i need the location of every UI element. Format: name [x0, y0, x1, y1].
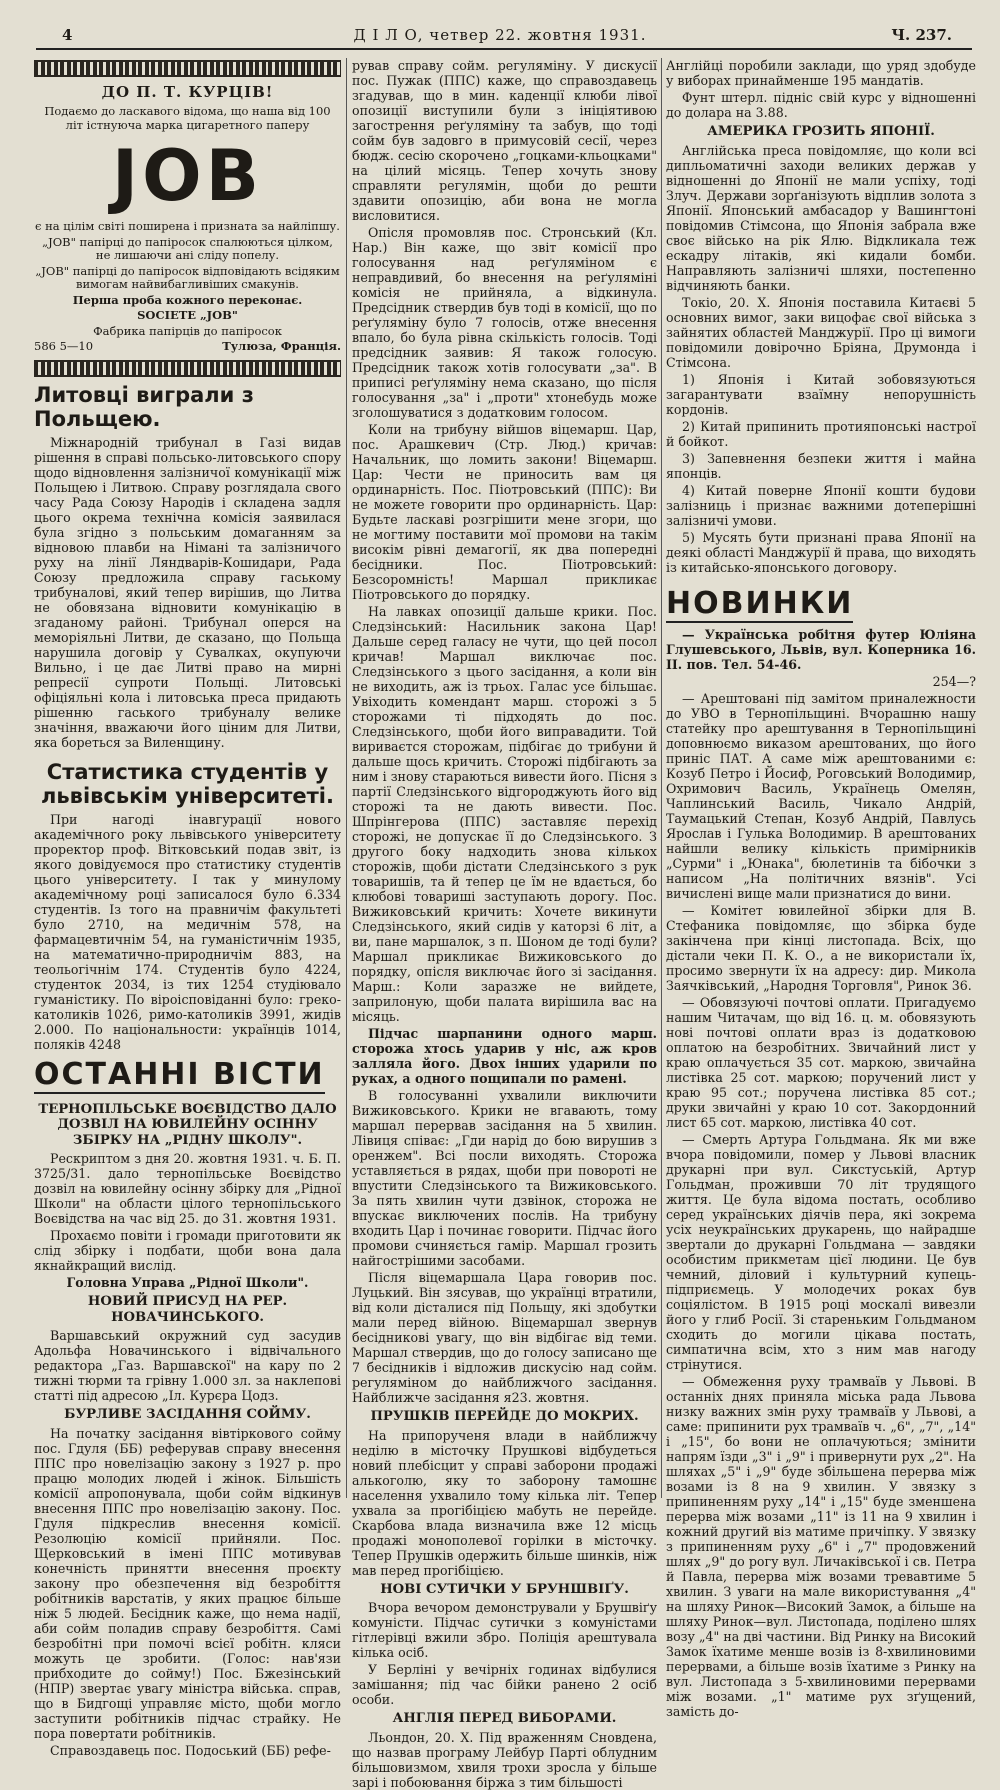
list-item: 1) Японія і Китай зобовязуються загарантувати взаїмну непорушність кордонів.: [666, 371, 976, 417]
issue-number: Ч. 237.: [891, 26, 952, 44]
article-title: Литовці виграли з Польщею.: [34, 382, 254, 431]
article-title: ТЕРНОПІЛЬСЬКЕ ВОЄВІДСТВО ДАЛО ДОЗВІЛ НА ЮВИЛЕЙНУ ОСІННУ ЗБІРКУ НА „РІДНУ ШКОЛУ".: [38, 1101, 337, 1148]
article-paragraph: При нагоді інавгурації нового академічного року львівського університету проректор проф. Вітковський подав звіт, із якого довідуємося про статистику студентів цього університету. І так у минулому академічному році записалося було 6.334 студентів. Із того на правничім факультеті було 2710, на медичнім 578, на фармацевтичнім 54, на гуманістичнім 1935, на математично-природничім 883, на теольогічнім 174. Студентів було 4224, студенток 2034, із тих 1254 студіювало гуманістику. По віроісповіданні було: греко-католиків 1026, римо-католиків 3991, жидів 2.000. По національности: українців 1014, поляків 4248: [34, 811, 341, 1052]
article-title: НОВИЙ ПРИСУД НА РЕР. НОВАЧИНСЬКОГО.: [87, 1294, 288, 1325]
article-title: БУРЛИВЕ ЗАСІДАННЯ СОЙМУ.: [64, 1407, 311, 1422]
page-header: [30, 22, 970, 48]
news-item: — Обмеження руху трамваїв у Львові. В останніх днях приняла міська рада Львова низку важних змін руху трамваїв у Львові, а саме: припинити рух трамваїв ч. „6", „7", „14" і „15", бо вони не оплачуються; змінити напрям їзди „3" і „9" і привернути рух „2". На шляхах „5" і „9" буде збільшена перерва між возами із 8 на 9 хвилин. У звязку з припиненням руху „14" і „15" буде зменшена перерва між возами „11" із 11 на 9 хвилин і кожний другий віз матиме причіпку. У звязку з припиненням руху „6" і „7" продовжений шлях „9" до рогу вул. Личаківської і св. Петра й Павла, перерва між возами тревавтиме 5 хвилин. З уваги на мале використування „4" на шляху Ринок—Високий Замок, а більше на шляху Ринок—вул. Листопада, поділено шлях возу „4" на дві частини. Від Ринку на Високий Замок їхатиме менше возів із 8-хвилиновими перервами, а більше возів їхатиме з Ринку на вул. Листопада з 5-хвилиновими перервами між возами. „1" матиме рух зґущений, замість до-: [666, 1373, 976, 1719]
article-paragraph: Фунт штерл. підніс свій курс у відношенні до долара на 3.88.: [666, 90, 976, 120]
news-item: — Обовязуючі почтові оплати. Пригадуємо нашим Читачам, що від 16. ц. м. обовязують нові почтові оплати враз із додатковою оплатою на безробітних. Звичайний лист у краю оплачується 35 сот. маркою, звичайна листівка 25 сот. маркою; поручений лист у краю 95 сот.; поручена листівка 85 сот.; друки звичайні у краю 10 сот. Закордонний лист 65 сот. маркою, листівка 40 сот.: [666, 994, 976, 1130]
article-title: Статистика студентів у львівськім університеті.: [41, 759, 334, 808]
ad-firm: Фабрика папірців до папіросок: [93, 323, 282, 338]
page-number: 4: [62, 26, 73, 44]
list-item: 2) Китай припинить протияпонські настрої й бойкот.: [666, 418, 976, 449]
ad-intro: Подаємо до ласкавого відома, що наша від 100 літ істнуюча марка цигаретного паперу: [44, 104, 331, 132]
section-banner: НОВИНКИ: [666, 585, 854, 621]
column-3: [666, 58, 976, 1719]
article-paragraph: В голосуванні ухвалили виключити Вижиковського. Крики не вгавають, тому маршал перервав засідання на 5 хвилин. Лівиця співає: „Гди нарід до бою вирушив з оренжем". Всі посли виходять. Сторожа уставляється в рядах, щоби при повороті не впустити Следзінського та Вижиковського. За пять хвилин чути дзвінок, сторожа не впускає виключених послів. На трибуну входить Цар і починає говорити. Підчас його промови счиняється гамір. Маршал грозить найгострішими засобами.: [352, 1088, 657, 1268]
article-title: АМЕРИКА ГРОЗИТЬ ЯПОНІЇ.: [707, 124, 935, 139]
article-paragraph: Підчас шарпанини одного марш. сторожа хтось ударив у ніс, аж кров залляла його. Двох інших ударили по руках, а одного пощипали по рамені.: [352, 1026, 657, 1086]
column-2: [352, 58, 657, 1790]
ad-title: ДО П. Т. КУРЦІВ!: [101, 83, 274, 101]
ornament-border: [34, 60, 341, 77]
list-item: 3) Запевнення безпеки життя і майна японців.: [666, 450, 976, 481]
article-paragraph: На лавках опозиції дальше крики. Пос. Следзінський: Насильник закона Цар! Дальше серед галасу не чути, що цей посол кричав! Маршал виключає пос. Следзінського з цього засідання, а коли він не виходить, аж із трьох. Галас усе більшає. Увіходить комендант марш. сторожі з 5 сторожами ті підходять до пос. Следзінського, щоби його виправадити. Той вириваєтся сторожам, підбігає до трибуни й дальше щось кричить. Сторожі підбігають за ним і знову стараються вивести його. Пісня з партії Следзінського відгороджують його від сторожі та не дають вивести. Пос. Шпрінгерова (ППС) заставляє перехід сторожі, не допускає її до Следзінського. З другого боку надходить знова кількох сторожів, щоби дістати Следзінського з рук товаришів, та й тепер це їм не вдається, бо клюбові товариші заступають дорогу. Пос. Вижиковський кричить: Хочете викинути Следзінського, який сидів у каторзі 6 літ, а ви, пане маршалок, з п. Шоном де тоді були? Маршал прикликає Вижиковського до порядку, опісля виключає його зі засідання. Марш.: Коли заразже не вийдете, заприлоную, щоби палата вирішила вас на місяць.: [352, 604, 657, 1024]
article-signature: Головна Управа „Рідної Школи".: [66, 1275, 309, 1290]
article-paragraph: Міжнародній трибунал в Газі видав рішення в справі польсько-литовського спору щодо відновлення залізничої комунікації між Польщею і Литвою. Справу розглядала свого часу Рада Союзу Народів і складена задля цього окрема технічна комісія заявилася була згідно з польським домаганням за відновою плавби на Німані та залізничого руху на лінії Ляндварів-Кошидари, Рада Союзу предложила справу гаському трибуналові, який тепер вирішив, що Литва не обовязана відновити комунікацію в згаданому районі. Трибунал оперся на меморіяльні Литви, де сказано, що Польща нарушила договір у Сувалках, окупуючи Вильно, і це дає Литві право на мирні репресії супроти Польщі. Литовські офіціяльні кола і литовська преса придають рішенню гаського трибуналу велике значіння, вважаючи його ціним для Литви, яка бореться за Виленщину.: [34, 434, 341, 750]
column-divider: [346, 58, 347, 1498]
article-paragraph: Справоздавець пос. Подоський (ББ) рефе-: [50, 1742, 331, 1758]
ad-brand: SOCIETE „JOB": [137, 308, 238, 322]
article-paragraph: На припорученя влади в найближчу неділю в місточку Прушкові відбудеться новий плебісцит у справі заборони продажі алькоголю, яку то заборону тамошнє населення ухвалило тому кілька літ. Тепер ухвала за прогібіцією мабуть не перейде. Скарбова влада визначила вже 12 місць продажі монополевої горілки в місточку. Тепер Прушків одержить більше шинків, ніж мав перед прогібіцією.: [352, 1427, 657, 1578]
article-paragraph: Англійці поробили заклади, що уряд здобуде у виборах принайменше 195 мандатів.: [666, 58, 976, 88]
news-item: — Українська робітня футер Юліяна Глушевського, Львів, вул. Коперника 16. II. пов. Тел. 54-46.: [666, 626, 976, 672]
news-item: — Арештовані під замітом приналежности до УВО в Тернопільщині. Вчорашню нашу статейку про арештування в Тернопільщині доповнюємо виказом арештованих, що його приніс ПАТ. А саме між арештованими є: Козуб Петро і Йосиф, Роговський Володимир, Охримович Василь, Українець Омелян, Чаплинський Василь, Чикало Андрій, Таумацький Степан, Козуб Андрій, Павлусь Ярослав і Гулька Володимир. В арештованих найшли велику кількість примірників „Сурми" і „Юнака", бюлетинів та бібочки з написом „На політичних вязнів". Усі вичислені вище мали признатися до вини.: [666, 690, 976, 901]
ad-line: Перша проба кожного переконає.: [72, 292, 303, 307]
article-paragraph: Льондон, 20. Х. Під враженням Сновдена, що назвав програму Лейбур Парті облудним більшовизмом, хвиля трохи зросла у більше зарі і побоювання біржа з тим більшості: [352, 1729, 657, 1790]
ad-line: „JOB" папірці до папіросок відповідають всідяким вимогам найвибагливіших смакунів.: [35, 263, 340, 291]
ornament-border: [34, 360, 341, 377]
article-paragraph: Прохаємо повіти і громади приготовити як слід збірку і подбати, щоби вона дала якнайкращий вислід.: [34, 1228, 341, 1273]
ad-code: 586 5—10: [34, 339, 94, 353]
job-advertisement: [34, 83, 341, 354]
article-paragraph: Вчора вечором демонстрували у Брушвіґу комуністи. Підчас сутички з комуністами гітлерівці вжили збро. Поліція арештувала кілька осіб.: [352, 1600, 657, 1660]
header-rule: [36, 48, 972, 50]
article-paragraph: рував справу сойм. регуляміну. У дискусії пос. Пужак (ППС) каже, що справоздавець згадував, що в мин. каденції клюби лівої опозиції виступили були з ініціятивою загострення реґуляміну та забув, що тоді сойм був задовго в примусовій сесії, через бюдж. сесію скорочено „гоцками-кльоцками" на цілий місяць. Тепер хочуть знову справляти регулямін, щоби до решти здавити опозицію, аби вона не могла висловитися.: [352, 58, 657, 223]
ad-line: „JOB" папірці до папіросок спалюються цілком, не лишаючи ані сліду попелу.: [42, 234, 333, 262]
column-1: [34, 58, 341, 1758]
news-item: — Смерть Артура Гольдмана. Як ми вже вчора повідомили, помер у Львові власник друкарні при вул. Сикстуській, Артур Гольдман, проживши 70 літ трудящого життя. Це була відома постать, особливо серед українських діячів пера, які зокрема усіх неукраїнських друкарень, що найрадше звертали до друкарні Гольдмана — завдяки особистим прикметам цієї людини. Це був чемний, діловий і культурний купець-підприємець. У молодечих роках був соціялістом. В 1915 році москалі вивезли його у глиб Росії. Зі стареньким Гольдманом сходить до могили цікава постать, симпатична всім, хто з ним мав нагоду стрінутися.: [666, 1131, 976, 1372]
article-paragraph: Опісля промовляв пос. Стронський (Кл. Нар.) Він каже, що звіт комісії про голосування над реґуляміном є неправдивий, бо внесення на реґуляміні комісія не прийняла, а відкинула. Предсідник ствердив був тоді в комісії, що по реґуляміну було 7 голосів, отже внесення впало, бо була рівна скількість голосів. Тоді предсідник заявив: Я також голосую. Предсідник також хотів голосувати „за". В приписі реґуляміну нема сказано, що після голосування „за" і „проти" хтонебудь може зголошуватися з додатковим голосом.: [352, 225, 657, 420]
masthead: Д І Л О, четвер 22. жовтня 1931.: [353, 26, 647, 44]
list-item: 4) Китай поверне Японії кошти будови залізниць і признає важними дотеперішні залізничі умови.: [666, 482, 976, 528]
article-paragraph: У Берліні у вечірніх годинах відбулися замішання; під час бійки ранено 2 осіб особи.: [352, 1662, 657, 1707]
article-title: ПРУШКІВ ПЕРЕЙДЕ ДО МОКРИХ.: [370, 1409, 639, 1424]
column-divider: [661, 58, 662, 1498]
article-paragraph: На початку засідання вівтіркового сойму пос. Гдуля (ББ) реферував справу внесення ППС про новелізацію закону з 1927 р. про працю молодих людей і жінок. Більшість комісії апропонувала, щоби сойм відкинув внесення ППС про новелізацію закону. Пос. Гдуля підкреслив внесення комісії. Резолюцію комісії прийняли. Пос. Щерковський в імені ППС мотивував конечність принятти внесення проєкту закону про обезпечення від безробіття робітників варстатів, у яких працює більше ніж 5 людей. Бесідник каже, що нема надії, аби сойм поладив справу безробіття. Самі безробітні при помочі всієї робітн. кляси можуть це зробити. (Голос: нав'язи прибходите до сойму!) Пос. Бжезінський (НПР) звертає увагу міністра війська. справ, що в Бидгощі управляє місто, щоби могло заступити робітників підчас страйку. Не пора повертати робітників.: [34, 1425, 341, 1741]
ad-code: 254—?: [932, 673, 976, 689]
job-logo: JOB: [112, 135, 263, 217]
ad-line: є на цілім світі поширена і призната за найліпшу.: [35, 219, 340, 233]
article-paragraph: Англійська преса повідомляє, що коли всі дипльоматичні заходи великих держав у відношенні до Японії не мали успіху, тоді Злуч. Держави зорґанізують відплив золота з Японії. Японський амбасадор у Вашингтоні повідомив Стімсона, що Японія забрала вже своє військо на рік Ялю. Відкликала теж ескадру літаків, які кидали бомби. Направляють залізничі шляхи, постепенно відчиняють банки.: [666, 142, 976, 293]
article-paragraph: Коли на трибуну війшов віцемарш. Цар, пос. Арашкевич (Стр. Люд.) кричав: Начальник, що ломить закони! Віцемарш. Цар: Чести не приносить вам ця ординарність. Пос. Піотровський (ППС): Ви не можете говорити про ординарність. Цар: Будьте ласкаві розгрішити мене згори, що не могтиму поставити мої промови на такім високім рівні демагогії, як два попередні бесідники. Пос. Піотровський: Безсоромність! Маршал прикликає Піотровського до порядку.: [352, 422, 657, 602]
list-item: 5) Мусять бути признані права Японії на деякі області Манджурії й права, що виходять із китайсько-японського договору.: [666, 529, 976, 575]
news-item: — Комітет ювилейної збірки для В. Стефаника повідомляє, що збірка буде закінчена при кінці листопада. Всіх, що дістали чеки П. К. О., а не використали їх, просимо звернути їх на адресу: дир. Микола Заячківський, „Народня Торговля", Ринок 36.: [666, 902, 976, 993]
article-paragraph: Токіо, 20. Х. Японія поставила Китаєві 5 основних вимог, заки вицофає свої війська з зайнятих областей Манджурії. Про ці вимоги повідомили довірочно Бріяна, Друмонда і Стімсона.: [666, 294, 976, 370]
article-title: НОВІ СУТИЧКИ У БРУНШВІҐУ.: [380, 1581, 629, 1597]
article-paragraph: Рескриптом з дня 20. жовтня 1931. ч. Б. П. 3725/31. дало тернопільське Воєвідство дозвіл на ювилейну осінну збірку для „Рідної Школи" на области цілого тернопільського Воєвідства на час від 25. до 31. жовтня 1931.: [34, 1151, 341, 1226]
article-paragraph: Після віцемаршала Цара говорив пос. Луцький. Він зясував, що українці втратили, від коли дісталися під Польщу, які здобутки мали перед війною. Віцемаршал звернув бесідникові увагу, що він відбігає від теми. Маршал ствердив, що до голосу записано ще 7 бесідників і відложив дискусію над сойм. регуляміном до найближчого засідання. Найближче засідання я23. жовтня.: [352, 1270, 657, 1405]
section-banner: ОСТАННІ ВІСТИ: [34, 1056, 325, 1092]
article-paragraph: Варшавський окружний суд засудив Адольфа Новачинського і відвічального редактора „Газ. Варшавскої" на кару по 2 тижні тюрми та грівну 1.000 зл. за наклепові статті під адресою „Іл. Курєра Цодз.: [34, 1328, 341, 1403]
ad-city: Тулюза, Франція.: [222, 339, 341, 353]
article-title: АНГЛІЯ ПЕРЕД ВИБОРАМИ.: [392, 1711, 617, 1726]
